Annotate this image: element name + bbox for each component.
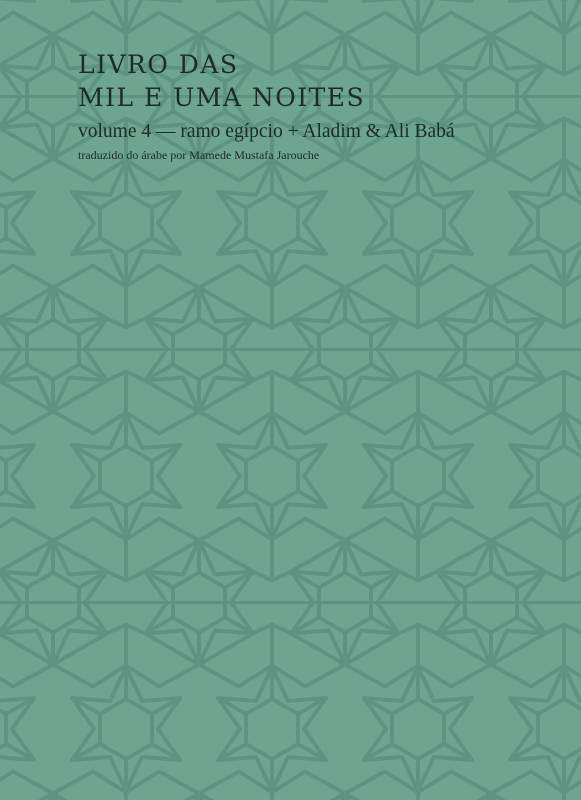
book-subtitle: volume 4 — ramo egípcio + Aladim & Ali Babá — [78, 121, 455, 142]
title-block — [78, 48, 455, 163]
book-title-line-1: LIVRO DAS — [78, 50, 239, 79]
translator-credit: traduzido do árabe por Mamede Mustafa Jarouche — [78, 148, 320, 162]
book-title-line-2: MIL E UMA NOITES — [78, 83, 366, 112]
